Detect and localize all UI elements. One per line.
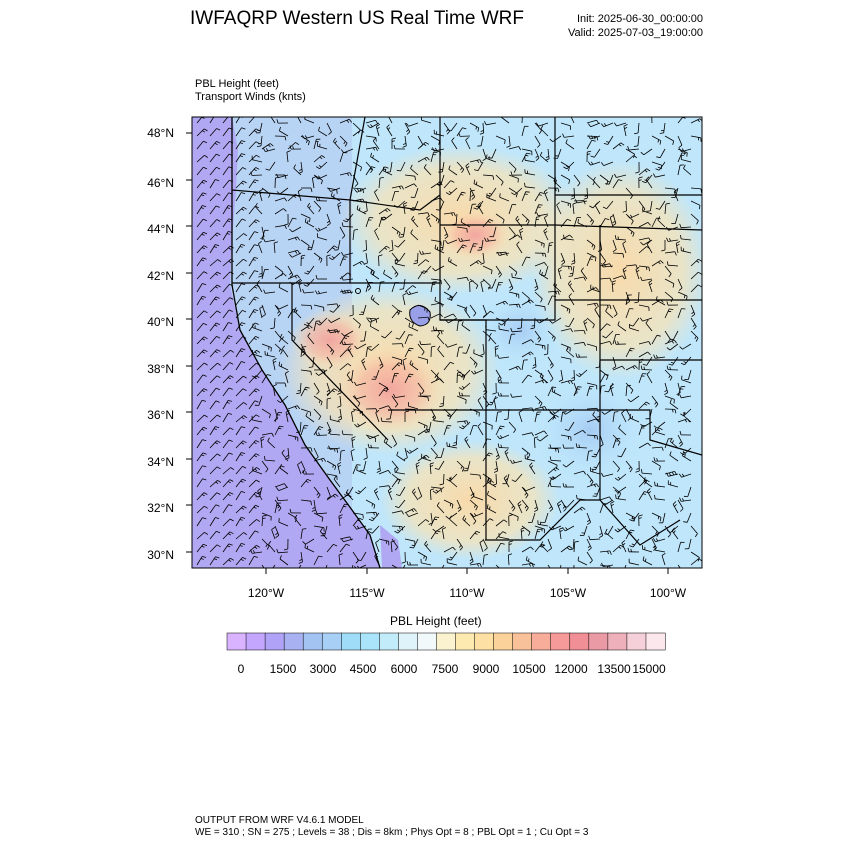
init-time: Init: 2025-06-30_00:00:00 (577, 13, 703, 25)
colorbar-label: 15000 (632, 662, 666, 676)
colorbar-swatch (570, 633, 589, 650)
lon-label: 105°W (549, 586, 587, 600)
colorbar-label: 7500 (431, 662, 459, 676)
lat-label: 36°N (147, 408, 174, 422)
lat-label: 34°N (147, 455, 174, 469)
colorbar-label: 1500 (269, 662, 297, 676)
lon-label: 110°W (449, 586, 485, 600)
colorbar-swatch (303, 633, 322, 650)
colorbar-swatch (475, 633, 494, 650)
lat-label: 30°N (147, 548, 174, 562)
colorbar-swatch (513, 633, 532, 650)
colorbar-swatch (627, 633, 646, 650)
colorbar-swatch (456, 633, 475, 650)
colorbar-label: 10500 (512, 662, 546, 676)
lon-label: 115°W (349, 586, 385, 600)
colorbar-swatch (551, 633, 570, 650)
colorbar-swatch (398, 633, 417, 650)
lat-label: 40°N (147, 315, 174, 329)
colorbar-swatch (417, 633, 436, 650)
colorbar-swatch (341, 633, 360, 650)
colorbar-label: 3000 (309, 662, 337, 676)
lat-label: 38°N (147, 362, 174, 376)
lat-label: 46°N (147, 176, 174, 190)
colorbar-swatch (589, 633, 608, 650)
colorbar-swatch (322, 633, 341, 650)
colorbar-label: 12000 (554, 662, 588, 676)
colorbar-label: 13500 (597, 662, 631, 676)
field-label: PBL Height (feet) (195, 78, 279, 90)
colorbar (227, 633, 665, 650)
colorbar-label: 6000 (390, 662, 418, 676)
vector-label: Transport Winds (knts) (195, 91, 306, 103)
colorbar-swatch (608, 633, 627, 650)
colorbar-swatch (646, 633, 665, 650)
colorbar-swatch (360, 633, 379, 650)
colorbar-swatch (379, 633, 398, 650)
hot-region-west-nevada (290, 310, 370, 370)
colorbar-swatch (227, 633, 246, 650)
lon-label: 100°W (649, 586, 687, 600)
lon-label: 120°W (247, 586, 285, 600)
colorbar-swatch (265, 633, 284, 650)
colorbar-swatch (494, 633, 513, 650)
valid-time: Valid: 2025-07-03_19:00:00 (568, 27, 703, 39)
colorbar-swatch (532, 633, 551, 650)
colorbar-label: 0 (237, 662, 245, 676)
colorbar-swatch (284, 633, 303, 650)
lat-label: 44°N (147, 222, 174, 236)
footer-config: WE = 310 ; SN = 275 ; Levels = 38 ; Dis = 8km ; Phys Opt = 8 ; PBL Opt = 1 ; Cu Opt = 3 (195, 827, 589, 838)
colorbar-label: 4500 (349, 662, 377, 676)
figure-title: IWFAQRP Western US Real Time WRF (190, 8, 524, 29)
colorbar-swatch (246, 633, 265, 650)
colorbar-swatch (436, 633, 455, 650)
lat-label: 42°N (147, 269, 174, 283)
lat-label: 48°N (147, 126, 174, 140)
lat-label: 32°N (147, 501, 174, 515)
footer-model: OUTPUT FROM WRF V4.6.1 MODEL (195, 815, 364, 826)
colorbar-label: 9000 (472, 662, 500, 676)
colorbar-title: PBL Height (feet) (390, 614, 482, 628)
